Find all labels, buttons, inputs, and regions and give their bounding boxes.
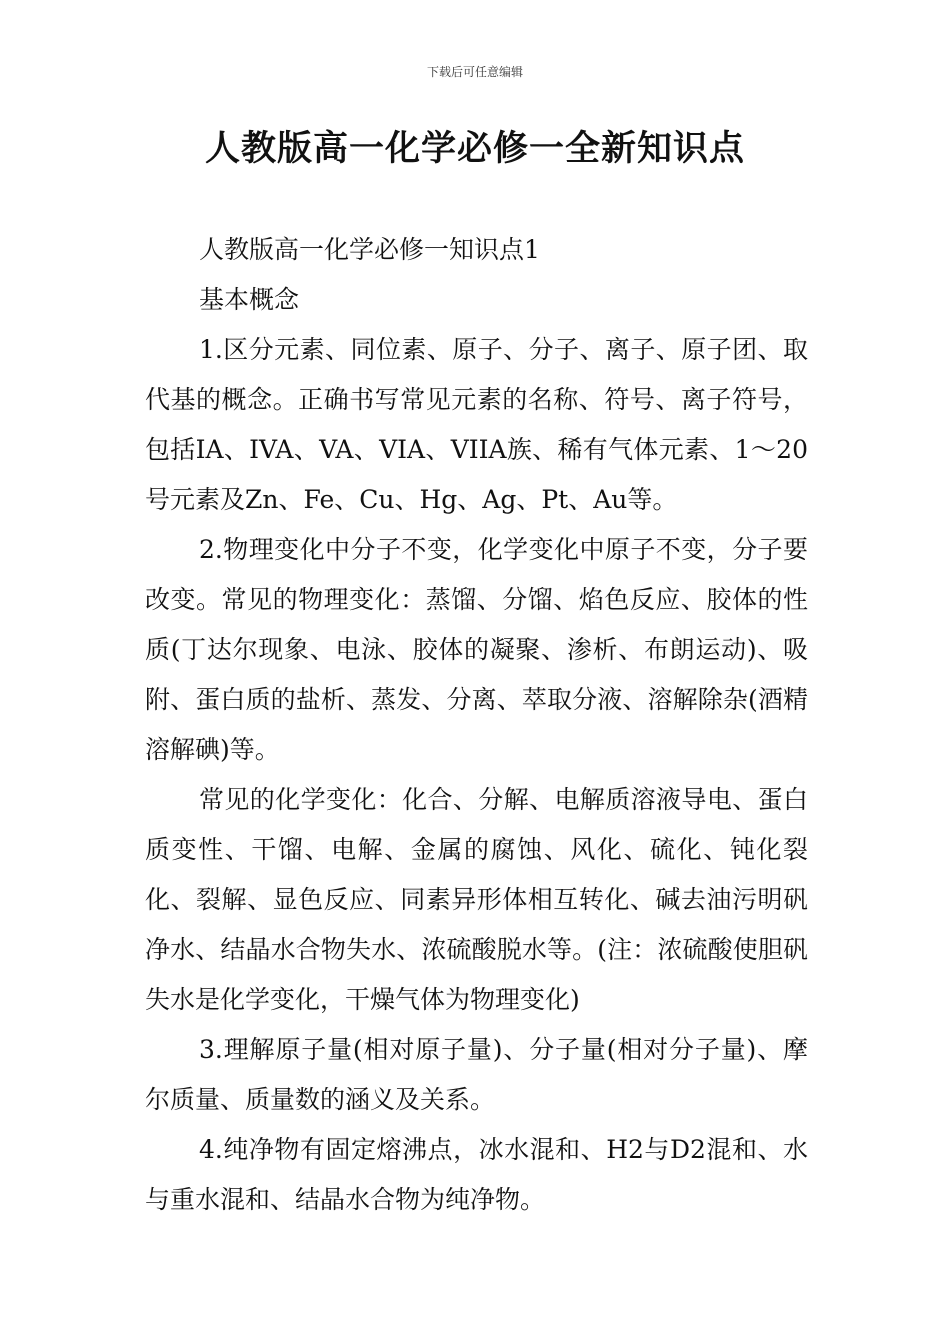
header-note: 下载后可任意编辑 [426, 65, 523, 79]
paragraph-1: 1.区分元素、同位素、原子、分子、离子、原子团、取代基的概念。正确书写常见元素的名称、符号、离子符号，包括IA、IVA、VA、VIA、VIIA族、稀有气体元素、1～20号元素及Zn、Fe、Cu、Hg、Ag、Pt、Au等。 [145, 335, 808, 514]
paragraph-2: 2.物理变化中分子不变，化学变化中原子不变，分子要改变。常见的物理变化：蒸馏、分馏、焰色反应、胶体的性质(丁达尔现象、电泳、胶体的凝聚、渗析、布朗运动)、吸附、蛋白质的盐析、蒸发、分离、萃取分液、溶解除杂(酒精溶解碘)等。 [145, 535, 808, 764]
paragraph-4: 3.理解原子量(相对原子量)、分子量(相对分子量)、摩尔质量、质量数的涵义及关系。 [145, 1035, 808, 1114]
paragraph-5: 4.纯净物有固定熔沸点，冰水混和、H2与D2混和、水与重水混和、结晶水合物为纯净物。 [145, 1135, 808, 1214]
document-body [145, 225, 808, 1225]
document-title: 人教版高一化学必修一全新知识点 [204, 129, 745, 169]
section-heading: 人教版高一化学必修一知识点1 [199, 235, 540, 264]
paragraph-3: 常见的化学变化：化合、分解、电解质溶液导电、蛋白质变性、干馏、电解、金属的腐蚀、风化、硫化、钝化裂化、裂解、显色反应、同素异形体相互转化、碱去油污明矾净水、结晶水合物失水、浓硫酸脱水等。(注：浓硫酸使胆矾失水是化学变化，干燥气体为物理变化) [145, 785, 808, 1014]
subsection-heading: 基本概念 [199, 285, 300, 314]
